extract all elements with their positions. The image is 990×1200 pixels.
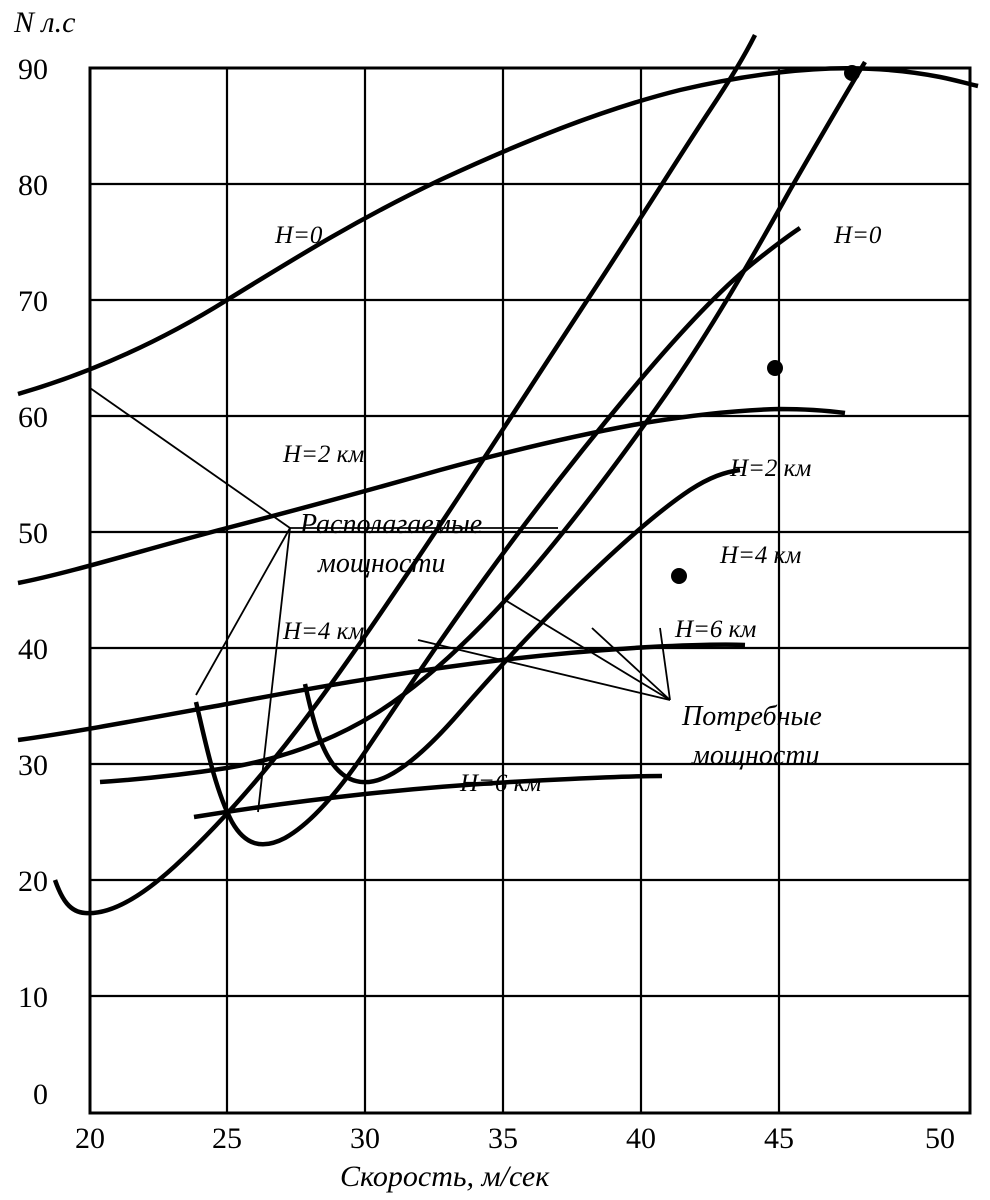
y-tick-80: 80 <box>18 169 48 202</box>
available-group-line2: мощности <box>318 548 446 579</box>
x-tick-35: 35 <box>488 1122 518 1155</box>
y-tick-10: 10 <box>18 981 48 1014</box>
y-tick-40: 40 <box>18 633 48 666</box>
y-tick-0: 0 <box>33 1078 48 1111</box>
y-tick-20: 20 <box>18 865 48 898</box>
annotation-available-h6: H=6 км <box>460 770 542 797</box>
y-tick-50: 50 <box>18 517 48 550</box>
curve-required-h0 <box>55 35 755 913</box>
group-label-required <box>681 701 822 771</box>
available-group-line1: Располагаемые <box>300 509 483 540</box>
y-tick-30: 30 <box>18 749 48 782</box>
x-axis-label: Скорость, м/сек <box>340 1160 550 1193</box>
group-label-available <box>299 509 482 579</box>
x-tick-25: 25 <box>212 1122 242 1155</box>
annotation-required-h6: H=6 км <box>675 616 757 643</box>
required-group-line2: мощности <box>692 740 820 771</box>
required-group-line1: Потребные <box>682 701 822 732</box>
x-tick-20: 20 <box>75 1122 105 1155</box>
x-tick-40: 40 <box>626 1122 656 1155</box>
annotation-available-h0: H=0 <box>275 222 323 249</box>
annotation-required-h0: H=0 <box>834 222 882 249</box>
curve-required-h6 <box>100 62 865 782</box>
annotation-required-h4: H=4 км <box>720 542 802 569</box>
x-tick-50: 50 <box>925 1122 955 1155</box>
annotation-available-h4: H=4 км <box>283 618 365 645</box>
annotation-required-h2: H=2 км <box>730 455 812 482</box>
y-tick-90: 90 <box>18 53 48 86</box>
y-axis-label: N л.с <box>14 6 76 39</box>
y-tick-60: 60 <box>18 401 48 434</box>
x-tick-45: 45 <box>764 1122 794 1155</box>
intersection-markers <box>671 65 860 584</box>
y-tick-70: 70 <box>18 285 48 318</box>
grid-horizontal <box>90 184 970 996</box>
x-tick-30: 30 <box>350 1122 380 1155</box>
annotation-available-h2: H=2 км <box>283 441 365 468</box>
x-tick-labels <box>75 1122 955 1155</box>
curve-available-h6 <box>194 776 662 817</box>
